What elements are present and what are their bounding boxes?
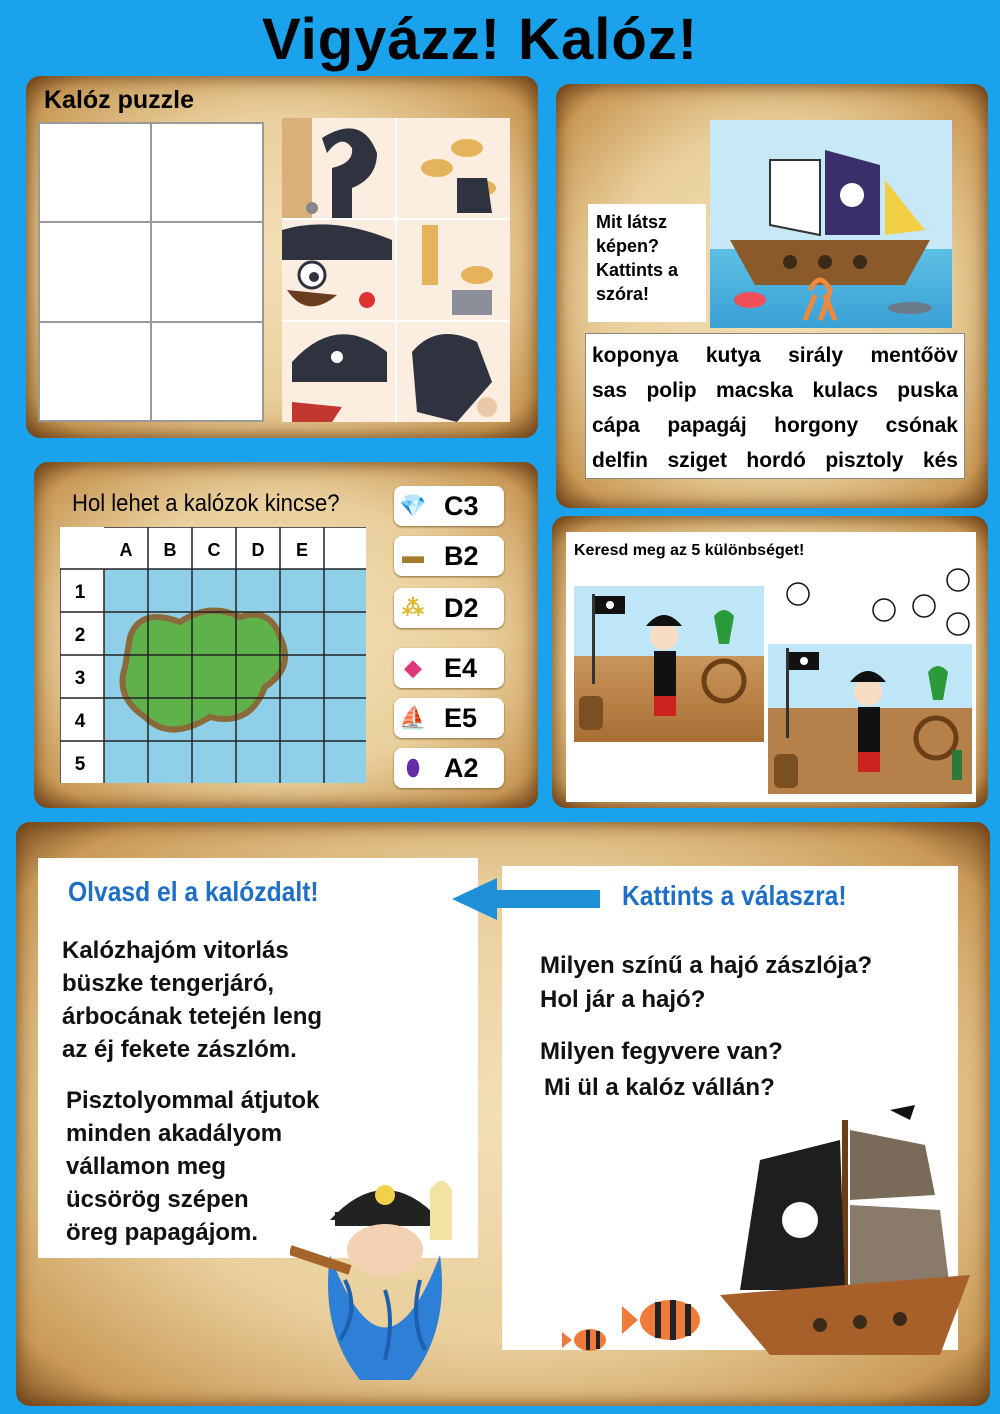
puzzle-slot[interactable] [39, 322, 151, 421]
treasure-title: Hol lehet a kalózok kincse? [72, 490, 340, 517]
puzzle-slot[interactable] [39, 123, 151, 222]
word-option[interactable]: puska [897, 378, 958, 402]
ship-icon: ⛵ [399, 705, 427, 730]
difference-image-left [574, 586, 764, 742]
quiz-heading: Kattints a válaszra! [622, 880, 847, 911]
answer-label: D2 [444, 592, 479, 623]
puzzle-piece[interactable] [397, 118, 510, 218]
word-option[interactable]: macska [716, 378, 794, 402]
song-line: büszke tengerjáró, [62, 970, 275, 997]
word-option[interactable]: koponya [592, 343, 679, 367]
song-line: Pisztolyommal átjutok [66, 1087, 320, 1114]
word-option[interactable]: sas [592, 378, 628, 402]
song-line: minden akadályom [66, 1120, 283, 1147]
map-column-label: C [207, 540, 221, 560]
ship-scene-image [710, 120, 952, 328]
map-row-label: 5 [74, 754, 86, 775]
puzzle-title: Kalóz puzzle [44, 86, 195, 114]
word-option[interactable]: cápa [592, 413, 640, 437]
map-row-label: 2 [74, 625, 86, 646]
word-option[interactable]: hordó [746, 448, 806, 472]
arrow-left-icon [452, 874, 602, 924]
answer-label: E4 [444, 652, 478, 683]
puzzle-pieces [282, 118, 510, 422]
answer-label: B2 [444, 540, 479, 571]
map-row-label: 3 [74, 668, 86, 689]
song-line: Kalózhajóm vitorlás [62, 937, 289, 964]
word-option[interactable]: delfin [592, 448, 648, 472]
pirate-illustration [290, 1150, 480, 1400]
differences-title: Keresd meg az 5 különbséget! [574, 542, 805, 559]
picture-prompt-box [588, 204, 706, 322]
word-option[interactable]: pisztoly [825, 448, 904, 472]
answer-button-d2[interactable] [394, 588, 504, 628]
word-option[interactable]: horgony [774, 413, 859, 437]
answer-button-e5[interactable] [394, 698, 504, 738]
puzzle-piece[interactable] [397, 220, 510, 320]
answer-label: E5 [444, 702, 478, 733]
word-option[interactable]: mentőöv [870, 343, 958, 367]
word-option[interactable]: csónak [885, 413, 958, 437]
word-option[interactable]: polip [646, 378, 697, 402]
song-stanza-2 [66, 1084, 319, 1249]
map-row-label: 1 [74, 582, 86, 603]
prompt-line: Mit látsz [596, 212, 668, 232]
song-heading: Olvasd el a kalózdalt! [68, 876, 319, 907]
song-line: vállamon meg [66, 1153, 227, 1180]
coins-icon: ⁂ [402, 595, 424, 620]
answer-button-c3[interactable] [394, 486, 504, 526]
map-row-label: 4 [74, 711, 86, 732]
puzzle-drop-grid[interactable] [38, 122, 264, 422]
quiz-question[interactable]: Mi ül a kalóz vállán? [544, 1074, 775, 1101]
ship-illustration [700, 1100, 980, 1360]
map-column-label: D [251, 540, 265, 560]
prompt-line: szóra! [596, 284, 650, 304]
map-column-label: A [119, 540, 133, 560]
puzzle-slot[interactable] [39, 222, 151, 321]
prompt-line: képen? [596, 236, 660, 256]
puzzle-piece[interactable] [282, 220, 395, 320]
word-option[interactable]: kulacs [812, 378, 878, 402]
song-line: ücsörög szépen [66, 1186, 249, 1213]
answer-button-a2[interactable] [394, 748, 504, 788]
word-option[interactable]: papagáj [667, 413, 747, 437]
answer-label: A2 [444, 752, 479, 783]
song-line: árbocának tetején leng [62, 1003, 323, 1030]
page-title: Vigyázz! Kalóz! [261, 7, 699, 72]
map-column-label: B [163, 540, 177, 560]
treasure-map-svg [60, 527, 366, 783]
diamond-icon: 💎 [399, 493, 427, 518]
word-bank [585, 333, 965, 479]
map-column-label: E [295, 540, 309, 560]
puzzle-slot[interactable] [151, 222, 263, 321]
fish-illustration [560, 1290, 720, 1360]
song-line: az éj fekete zászlóm. [62, 1036, 297, 1063]
gem-icon: ◆ [404, 655, 422, 680]
puzzle-slot[interactable] [151, 322, 263, 421]
quiz-question[interactable]: Milyen színű a hajó zászlója? [540, 952, 873, 979]
answer-button-b2[interactable] [394, 536, 504, 576]
word-option[interactable]: kutya [705, 343, 761, 367]
answer-label: C3 [444, 490, 479, 521]
answer-button-e4[interactable] [394, 648, 504, 688]
word-option[interactable]: sirály [788, 343, 844, 367]
song-stanza-1 [62, 934, 322, 1066]
puzzle-slot[interactable] [151, 123, 263, 222]
word-option[interactable]: kés [922, 448, 958, 472]
quiz-question[interactable]: Hol jár a hajó? [540, 986, 706, 1013]
difference-image-right [768, 568, 972, 794]
puzzle-piece[interactable] [282, 322, 395, 422]
puzzle-piece[interactable] [397, 322, 510, 422]
quiz-question[interactable]: Milyen fegyvere van? [540, 1038, 783, 1065]
prompt-line: Kattints a [596, 260, 679, 280]
chest-icon: ▬ [402, 543, 424, 568]
puzzle-piece[interactable] [282, 118, 395, 218]
song-line: öreg papagájom. [66, 1219, 259, 1246]
treasure-map [60, 527, 366, 783]
amethyst-icon: ⬮ [406, 755, 420, 780]
word-option[interactable]: sziget [667, 448, 727, 472]
